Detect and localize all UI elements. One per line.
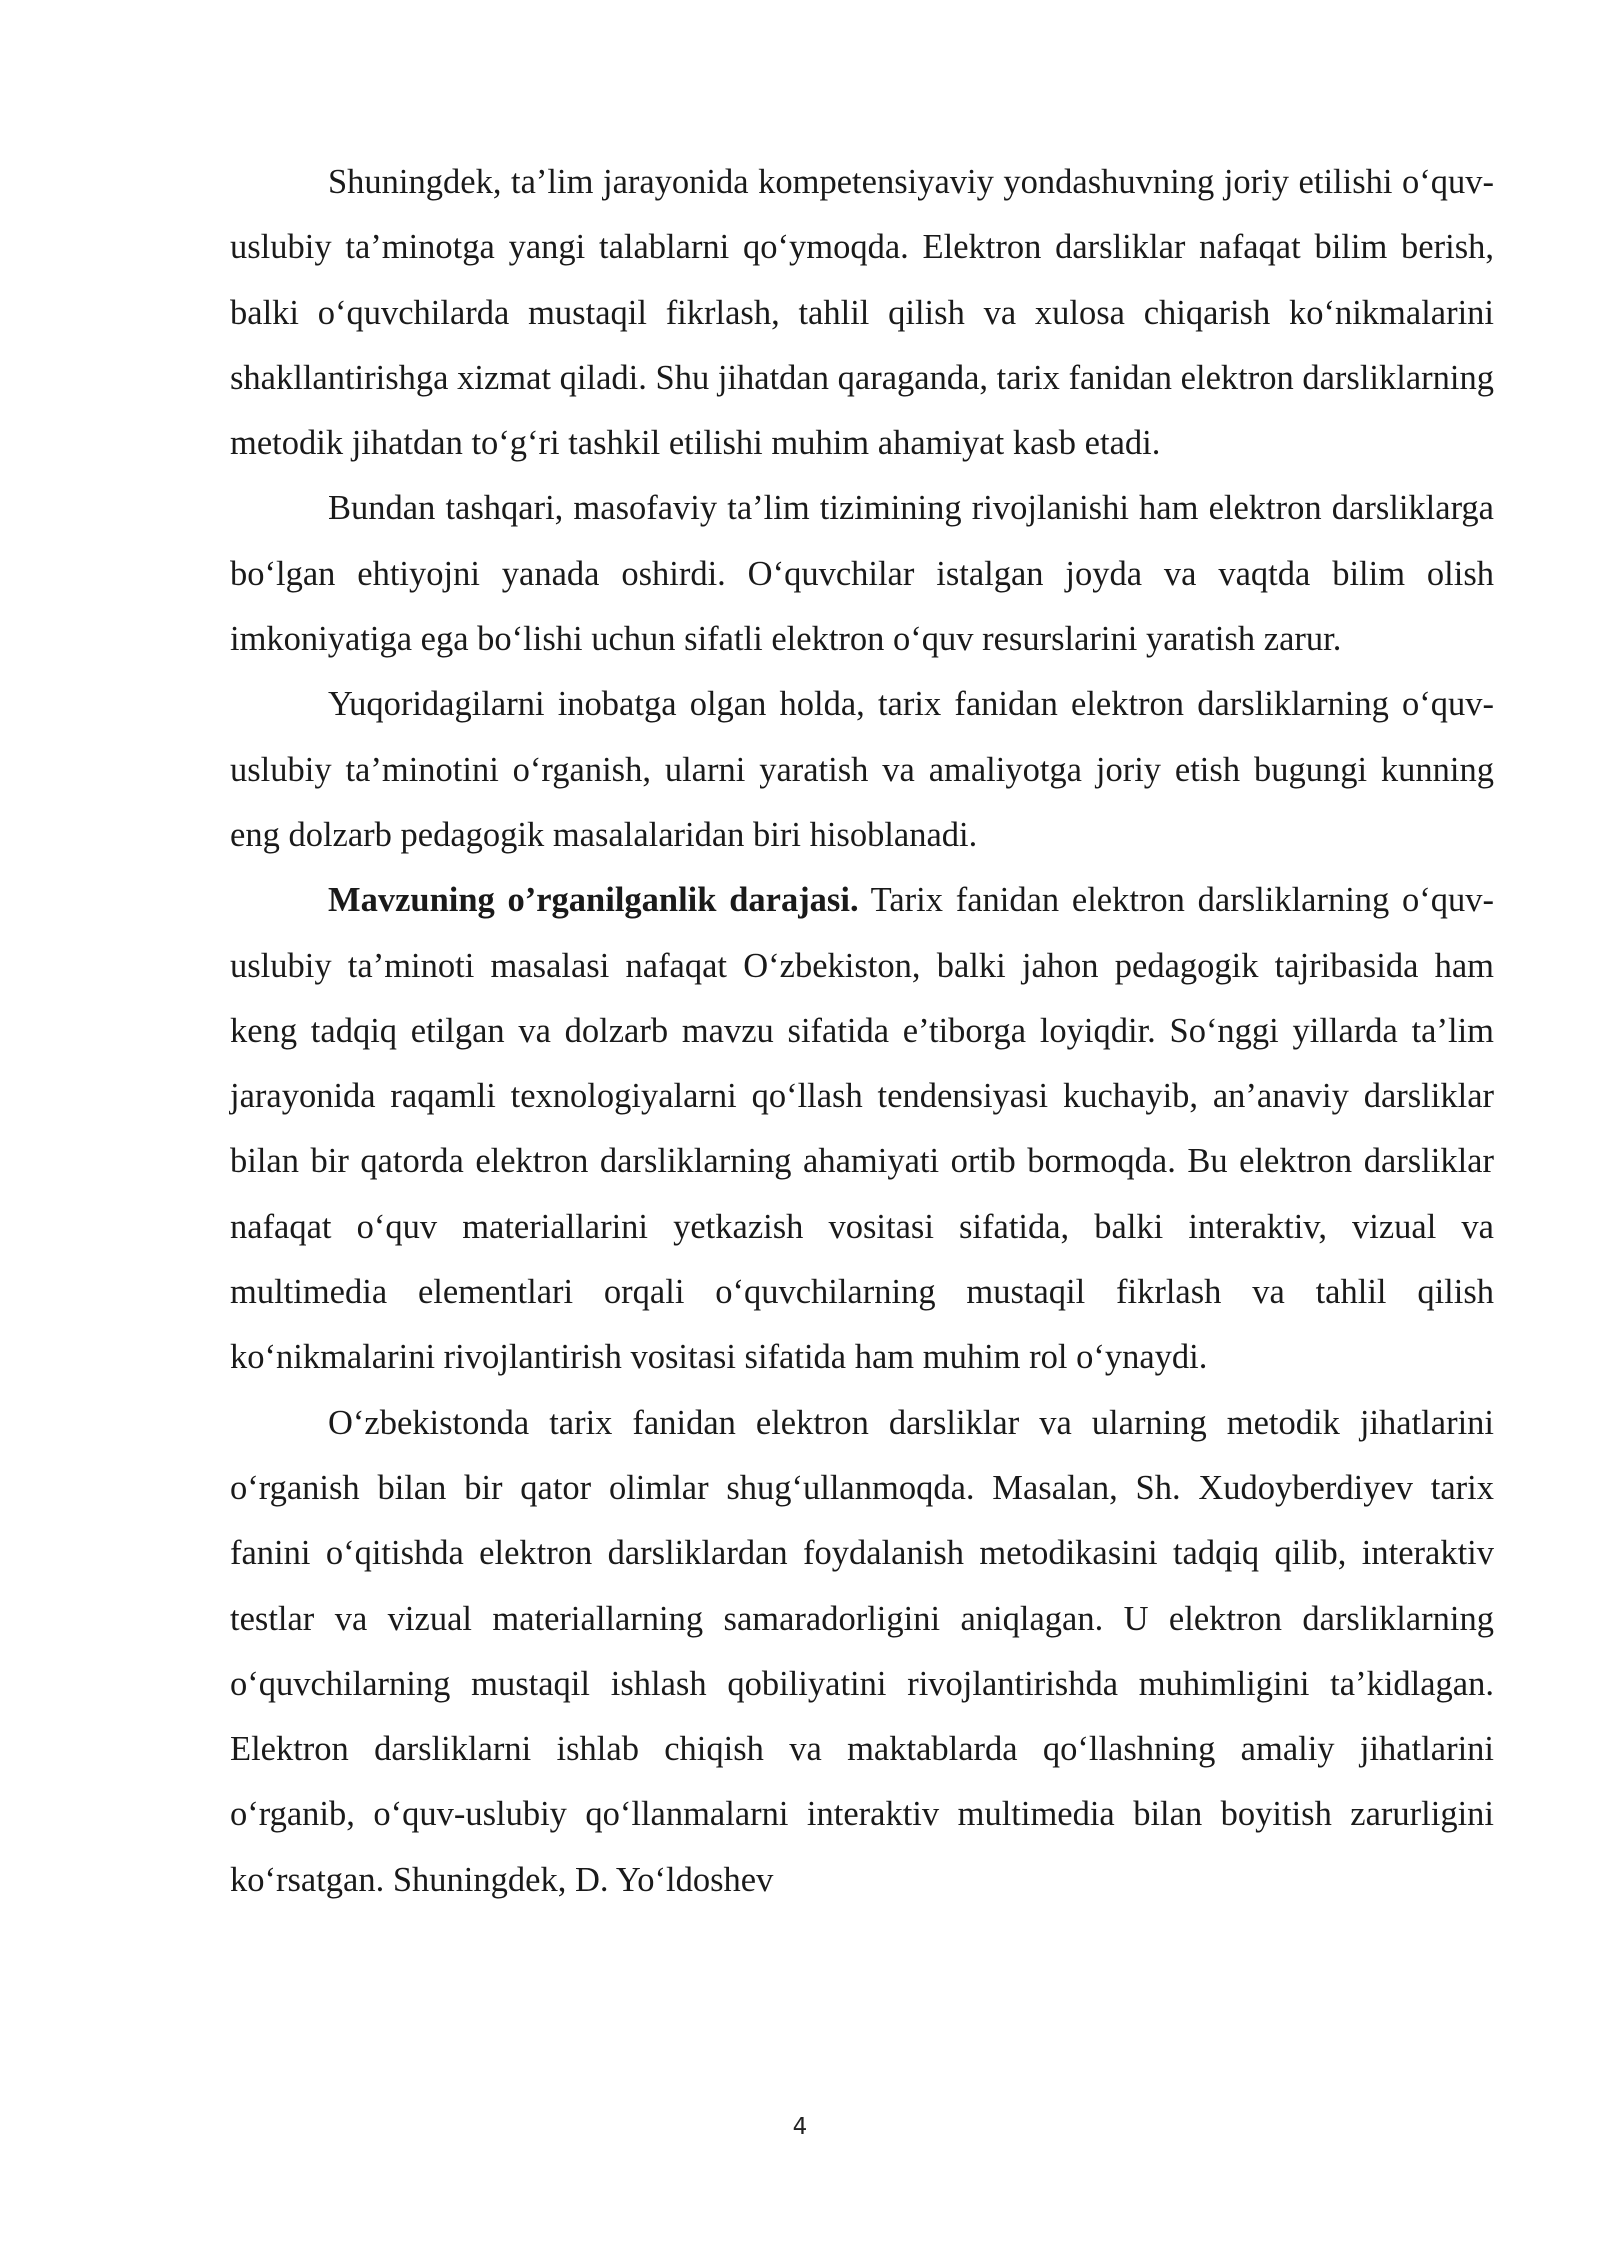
paragraph-text: O‘zbekistonda tarix fanidan elektron darsliklar va ularning metodik jihatlarini o‘rganish bilan bir qator olimlar shug‘ullanmoqda. Masalan, Sh. Xudoyberdiyev tarix fanini o‘qitishda elektron darsliklardan foydalanish metodikasini tadqiq qilib, interaktiv testlar va vizual materiallarning samaradorligini aniqlagan. U elektron darsliklarning o‘quvchilarning mustaqil ishlash qobiliyatini rivojlantirishda muhimligini ta’kidlagan. Elektron darsliklarni ishlab chiqish va maktablarda qo‘llashning amaliy jihatlarini o‘rganib, o‘quv-uslubiy qo‘llanmalarni interaktiv multimedia bilan boyitish zarurligini ko‘rsatgan. Shuningdek, D. Yo‘ldoshev [230, 1403, 1494, 1899]
paragraph-competency-approach [230, 150, 1494, 476]
paragraph-distance-learning [230, 476, 1494, 672]
document-page [230, 150, 1494, 1913]
paragraph-uzbek-scholars [230, 1391, 1494, 1913]
paragraph-text: Bundan tashqari, masofaviy ta’lim tizimining rivojlanishi ham elektron darsliklarga bo‘lgan ehtiyojni yanada oshirdi. O‘quvchilar istalgan joyda va vaqtda bilim olish imkoniyatiga ega bo‘lishi uchun sifatli elektron o‘quv resurslarini yaratish zarur. [230, 489, 1494, 659]
paragraph-text: Shuningdek, ta’lim jarayonida kompetensiyaviy yondashuvning joriy etilishi o‘quv-uslubiy ta’minotga yangi talablarni qo‘ymoqda. Elektron darsliklar nafaqat bilim berish, balki o‘quvchilarda mustaqil fikrlash, tahlil qilish va xulosa chiqarish ko‘nikmalarini shakllantirishga xizmat qiladi. Shu jihatdan qaraganda, tarix fanidan elektron darsliklarning metodik jihatdan to‘g‘ri tashkil etilishi muhim ahamiyat kasb etadi. [230, 163, 1494, 463]
paragraph-conclusion [230, 672, 1494, 868]
section-heading: Mavzuning o’rganilganlik darajasi. [328, 881, 859, 920]
paragraph-text: Tarix fanidan elektron darsliklarning o‘quv-uslubiy ta’minoti masalasi nafaqat O‘zbekiston, balki jahon pedagogik tajribasida ham keng tadqiq etilgan va dolzarb mavzu sifatida e’tiborga loyiqdir. So‘nggi yillarda ta’lim jarayonida raqamli texnologiyalarni qo‘llash tendensiyasi kuchayib, an’anaviy darsliklar bilan bir qatorda elektron darsliklarning ahamiyati ortib bormoqda. Bu elektron darsliklar nafaqat o‘quv materiallarini yetkazish vositasi sifatida, balki interaktiv, vizual va multimedia elementlari orqali o‘quvchilarning mustaqil fikrlash va tahlil qilish ko‘nikmalarini rivojlantirish vositasi sifatida ham muhim rol o‘ynaydi. [230, 881, 1494, 1377]
paragraph-research-degree [230, 868, 1494, 1390]
page-number: 4 [792, 2114, 808, 2140]
paragraph-text: Yuqoridagilarni inobatga olgan holda, tarix fanidan elektron darsliklarning o‘quv-uslubiy ta’minotini o‘rganish, ularni yaratish va amaliyotga joriy etish bugungi kunning eng dolzarb pedagogik masalalaridan biri hisoblanadi. [230, 685, 1494, 854]
